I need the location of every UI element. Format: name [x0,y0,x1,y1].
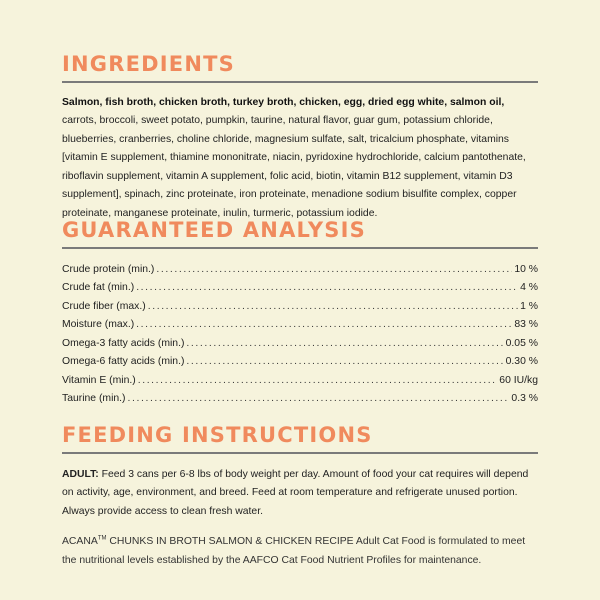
analysis-label: Omega-6 fatty acids (min.) [62,356,185,367]
feeding-instructions-section [62,423,538,570]
aafco-text: CHUNKS IN BROTH SALMON & CHICKEN RECIPE Adult Cat Food is formulated to meet the nutritional levels established by the AAFCO Cat Food Nutrient Profiles for maintenance. [62,536,526,566]
analysis-value: 83 % [514,319,538,330]
analysis-label: Omega-3 fatty acids (min.) [62,337,185,349]
aafco-statement [62,533,538,570]
ingredients-section [62,52,538,224]
analysis-row [62,372,538,391]
dot-leader [148,298,518,317]
analysis-label: Crude fiber (max.) [62,300,146,312]
analysis-row [62,353,538,372]
ingredients-regular-text: carrots, broccoli, sweet potato, pumpkin, taurine, natural flavor, guar gum, potassium chloride, blueberries, cranberries, choline chloride, magnesium sulfate, salt, tricalcium phosphate, vitamins [vitamin E supplement, thiamine mononitrate, niacin, pyridoxine hydrochloride, calcium pantothenate, riboflavin supplement, vitamin A supplement, folic acid, biotin, vitamin B12 supplement, vitamin D3 supplement], spinach, zinc proteinate, iron proteinate, menadione sodium bisulfite complex, copper proteinate, manganese proteinate, inulin, turmeric, potassium iodide. [62,115,526,220]
analysis-value: 1 % [520,300,538,312]
ingredients-bold-text: Salmon, fish broth, chicken broth, turkey broth, chicken, egg, dried egg white, salmon oil, [62,96,505,108]
dot-leader [156,261,512,280]
adult-label: ADULT: [62,468,99,480]
adult-feeding-text [62,466,538,522]
dot-leader [128,390,510,409]
guaranteed-analysis-section [62,218,538,409]
analysis-label: Crude fat (min.) [62,282,135,293]
dot-leader [186,335,503,354]
analysis-row [62,261,538,280]
dot-leader [138,372,498,391]
analysis-label: Crude protein (min.) [62,263,155,275]
analysis-row [62,316,538,335]
analysis-label: Taurine (min.) [62,393,126,404]
brand-name: ACANA [62,536,98,548]
ingredients-text [62,94,538,224]
dot-leader [136,316,512,335]
guaranteed-analysis-divider [62,247,538,249]
analysis-value: 60 IU/kg [499,374,538,386]
product-label-page [62,0,538,600]
dot-leader [186,353,503,372]
analysis-label: Vitamin E (min.) [62,374,136,386]
adult-instructions: Feed 3 cans per 6-8 lbs of body weight per day. Amount of food your cat requires will depend on activity, age, environment, and breed. Feed at room temperature and refrigerate unused portion. Always provide access to clean fresh water. [62,468,529,517]
trademark-symbol: TM [97,535,107,542]
feeding-instructions-heading: FEEDING INSTRUCTIONS [62,423,373,447]
analysis-value: 10 % [514,263,538,275]
analysis-row [62,335,538,354]
guaranteed-analysis-heading: GUARANTEED ANALYSIS [62,218,366,242]
analysis-row [62,279,538,298]
analysis-value: 0.30 % [505,356,538,367]
analysis-value: 0.05 % [505,337,538,349]
analysis-value: 0.3 % [511,393,538,404]
ingredients-heading: INGREDIENTS [62,52,235,76]
analysis-value: 4 % [520,282,538,293]
analysis-row [62,298,538,317]
analysis-row [62,390,538,409]
ingredients-divider [62,81,538,83]
analysis-label: Moisture (max.) [62,319,135,330]
feeding-instructions-divider [62,452,538,454]
dot-leader [136,279,518,298]
analysis-list [62,261,538,409]
